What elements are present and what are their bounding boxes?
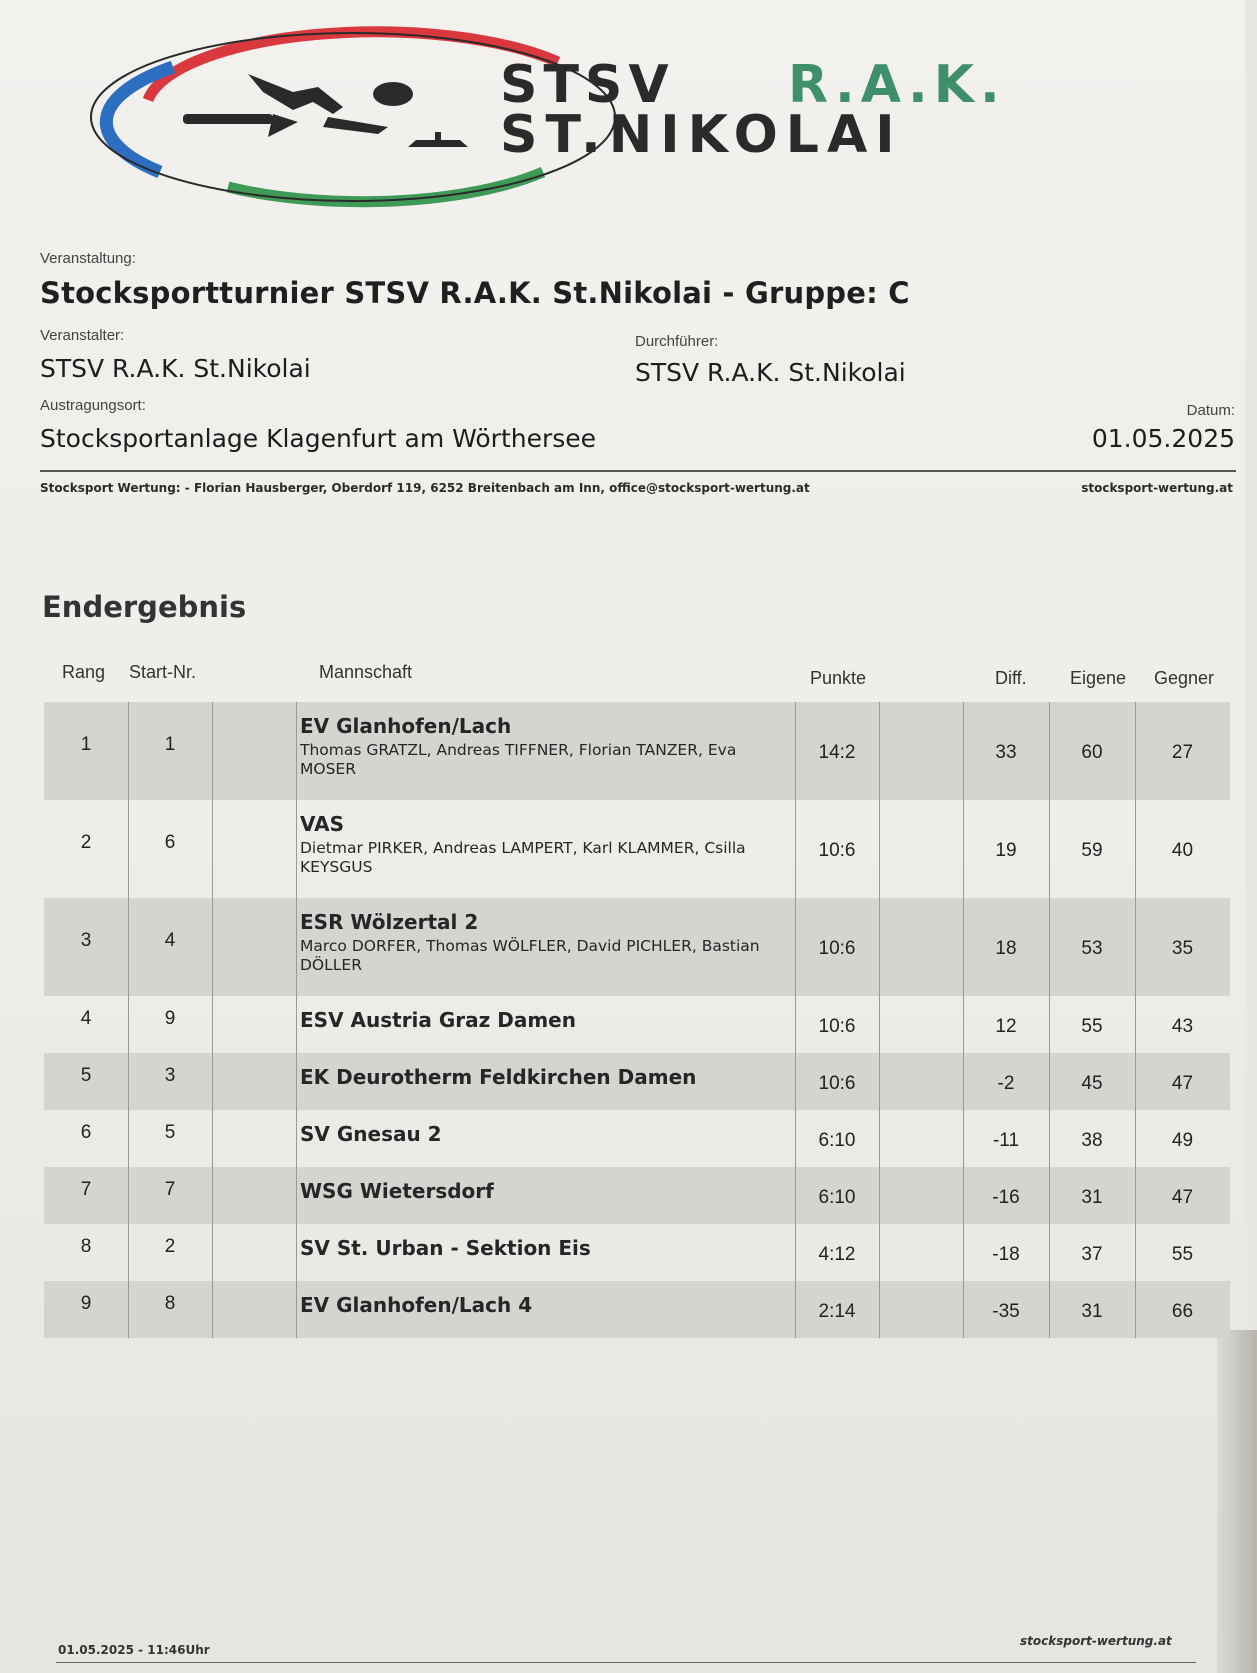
table-cell-divider (879, 1110, 964, 1167)
logo-text-nikolai: ST.NIKOLAI (500, 105, 903, 165)
row-points: 10:6 (818, 1015, 856, 1037)
row-start-number: 2 (164, 1235, 176, 1257)
row-opp-points: 40 (1171, 840, 1194, 861)
row-team-name: ESR Wölzertal 2 (300, 910, 479, 934)
row-start-number: 4 (164, 930, 176, 951)
table-row (44, 898, 1230, 996)
row-diff: -2 (997, 1072, 1015, 1094)
row-own-points: 53 (1081, 938, 1103, 959)
row-rank: 4 (80, 1007, 92, 1029)
table-row (44, 1281, 1230, 1338)
col-diff: Diff. (995, 668, 1027, 688)
col-start: Start-Nr. (129, 662, 197, 682)
col-opp: Gegner (1154, 668, 1215, 688)
row-opp-points: 35 (1171, 938, 1194, 959)
row-own-points: 31 (1081, 1186, 1103, 1208)
row-opp-points: 66 (1171, 1300, 1194, 1322)
row-points: 10:6 (818, 938, 856, 959)
table-row (44, 996, 1230, 1053)
paper-edge (1217, 1330, 1257, 1673)
row-diff: 19 (995, 840, 1017, 861)
row-opp-points: 27 (1171, 742, 1194, 763)
row-own-points: 59 (1081, 840, 1103, 861)
table-cell-divider (879, 1167, 964, 1224)
row-start-number: 9 (164, 1007, 176, 1029)
col-points: Punkte (810, 668, 867, 688)
row-start-number: 6 (164, 832, 176, 853)
row-diff: 18 (995, 938, 1017, 959)
logo-text-stsv: STSV (500, 55, 675, 115)
row-team-name: EV Glanhofen/Lach 4 (300, 1292, 533, 1317)
row-opp-points: 47 (1171, 1072, 1194, 1094)
row-team-name: SV Gnesau 2 (300, 1121, 442, 1146)
table-cell-divider (212, 1110, 297, 1167)
row-team-name: SV St. Urban - Sektion Eis (300, 1235, 591, 1260)
table-cell-divider (879, 996, 964, 1053)
table-cell-divider (879, 898, 964, 996)
row-diff: 33 (995, 742, 1017, 763)
row-diff: -16 (992, 1186, 1020, 1208)
row-points: 4:12 (818, 1243, 856, 1265)
footer-website: stocksport-wertung.at (1020, 1634, 1172, 1648)
results-table-header (44, 650, 1230, 704)
table-row (44, 1053, 1230, 1110)
table-cell-divider (879, 702, 964, 800)
row-rank: 8 (80, 1235, 92, 1257)
table-cell-divider (212, 702, 297, 800)
ring-red-arc (148, 32, 558, 100)
table-row (44, 702, 1230, 800)
col-rang: Rang (62, 662, 106, 682)
row-own-points: 45 (1081, 1072, 1103, 1094)
table-cell-divider (212, 1167, 297, 1224)
table-row (44, 1224, 1230, 1281)
row-diff: -35 (992, 1300, 1020, 1322)
row-team-name: EK Deurotherm Feldkirchen Damen (300, 1064, 697, 1089)
row-rank: 7 (80, 1178, 92, 1200)
venue-value: Stocksportanlage Klagenfurt am Wörthersee (40, 424, 597, 453)
row-team-name: VAS (300, 812, 345, 836)
row-team-name: WSG Wietersdorf (300, 1178, 494, 1203)
row-opp-points: 47 (1171, 1186, 1194, 1208)
row-opp-points: 49 (1171, 1129, 1194, 1151)
curler-icon (183, 74, 468, 147)
row-start-number: 7 (164, 1178, 176, 1200)
table-cell-divider (879, 1053, 964, 1110)
results-table-body (44, 702, 1230, 1338)
table-cell-divider (212, 800, 297, 898)
table-cell-divider (879, 1281, 964, 1338)
row-rank: 3 (80, 930, 92, 951)
logo-text-rak: R.A.K. (788, 55, 1006, 115)
table-row (44, 1167, 1230, 1224)
col-own: Eigene (1070, 668, 1127, 688)
row-points: 14:2 (818, 742, 856, 763)
date-value: 01.05.2025 (1091, 424, 1235, 453)
row-start-number: 5 (164, 1121, 176, 1143)
row-rank: 2 (80, 832, 92, 853)
row-rank: 9 (80, 1292, 92, 1314)
row-rank: 5 (80, 1064, 92, 1086)
table-cell-divider (212, 1053, 297, 1110)
provider-info: Stocksport Wertung: - Florian Hausberger, Oberdorf 119, 6252 Breitenbach am Inn, office@stocksport-wertung.at (40, 481, 810, 495)
table-cell-divider (212, 996, 297, 1053)
row-diff: -18 (992, 1243, 1020, 1265)
results-heading: Endergebnis (42, 590, 247, 624)
date-label: Datum: (1186, 402, 1235, 419)
row-start-number: 8 (164, 1292, 176, 1314)
provider-website: stocksport-wertung.at (1081, 481, 1233, 495)
row-players: Thomas GRATZL, Andreas TIFFNER, Florian TANZER, Eva MOSER (300, 741, 737, 778)
row-diff: -11 (992, 1129, 1020, 1151)
table-cell-divider (212, 1281, 297, 1338)
row-rank: 1 (80, 734, 92, 755)
table-cell-divider (879, 800, 964, 898)
table-row (44, 800, 1230, 898)
venue-label: Austragungsort: (40, 397, 146, 414)
row-rank: 6 (80, 1121, 92, 1143)
table-cell-divider (879, 1224, 964, 1281)
table-cell-divider (212, 1224, 297, 1281)
print-timestamp: 01.05.2025 - 11:46Uhr (58, 1643, 210, 1657)
event-label: Veranstaltung: (40, 250, 136, 267)
organizer-value: STSV R.A.K. St.Nikolai (40, 354, 311, 383)
col-team: Mannschaft (319, 662, 413, 682)
executor-value: STSV R.A.K. St.Nikolai (635, 358, 906, 387)
organizer-label: Veranstalter: (40, 327, 125, 344)
row-points: 10:6 (818, 840, 856, 861)
row-points: 2:14 (818, 1300, 856, 1322)
header-rule (40, 470, 1236, 472)
row-diff: 12 (995, 1015, 1017, 1037)
row-own-points: 31 (1081, 1300, 1103, 1322)
footer-rule (56, 1662, 1196, 1663)
row-own-points: 37 (1081, 1243, 1103, 1265)
club-logo (88, 22, 1138, 212)
row-opp-points: 43 (1171, 1015, 1194, 1037)
row-points: 6:10 (818, 1129, 856, 1151)
executor-label: Durchführer: (635, 333, 719, 350)
row-own-points: 55 (1081, 1015, 1103, 1037)
row-team-name: ESV Austria Graz Damen (300, 1007, 576, 1032)
row-points: 10:6 (818, 1072, 856, 1094)
row-own-points: 60 (1081, 742, 1103, 763)
row-players: Dietmar PIRKER, Andreas LAMPERT, Karl KLAMMER, Csilla KEYSGUS (300, 839, 746, 876)
row-start-number: 1 (164, 734, 176, 755)
row-own-points: 38 (1081, 1129, 1103, 1151)
event-title: Stocksportturnier STSV R.A.K. St.Nikolai - Gruppe: C (40, 276, 910, 310)
row-start-number: 3 (164, 1064, 176, 1086)
row-players: Marco DORFER, Thomas WÖLFLER, David PICHLER, Bastian DÖLLER (300, 937, 760, 974)
row-team-name: EV Glanhofen/Lach (300, 714, 512, 738)
table-row (44, 1110, 1230, 1167)
row-points: 6:10 (818, 1186, 856, 1208)
table-cell-divider (212, 898, 297, 996)
row-opp-points: 55 (1171, 1243, 1194, 1265)
